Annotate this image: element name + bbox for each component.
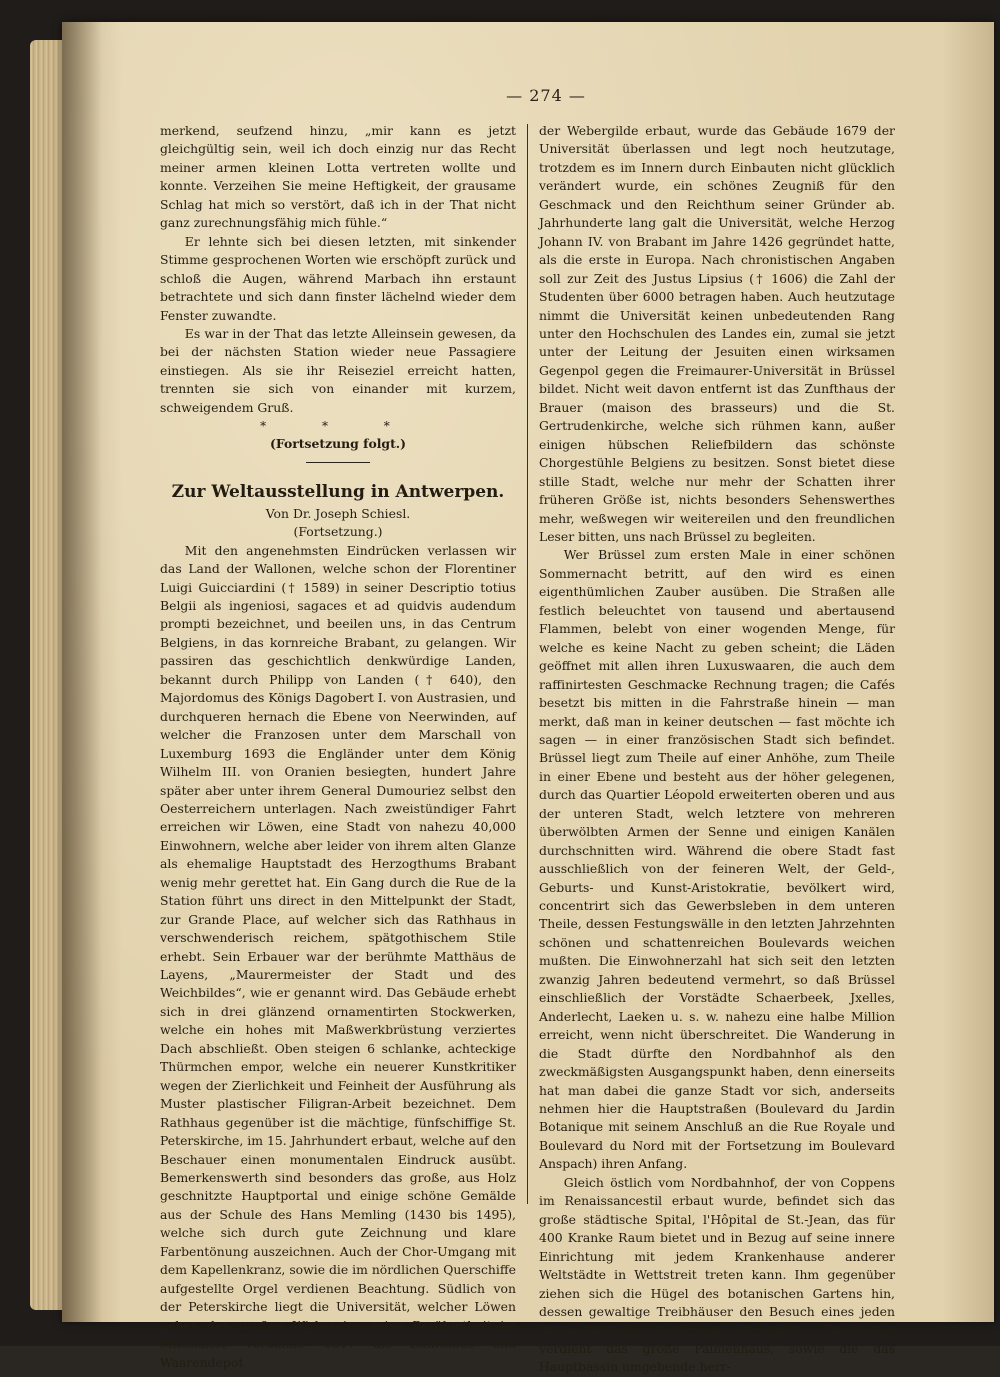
page-number: — 274 — bbox=[506, 86, 586, 105]
column-rule bbox=[527, 124, 528, 1204]
paragraph: Mit den angenehmsten Eindrücken verlassen wir das Land der Wallonen, welche schon der Florentiner Luigi Guicciardini († 1589) in seiner Descriptio totius Belgii als ingeniosi, sagaces et ad quidvis audendum prompti bezeichnet, und beeilen uns, in das Centrum Belgiens, in das kornreiche Brabant, zu gelangen. Wir passiren das geschichtlich denkwürdige Landen, bekannt durch Philipp von Landen († 640), den Majordomus des Königs Dagobert I. von Austrasien, und durchqueren hernach die Ebene von Neerwinden, auf welcher die Franzosen unter dem Marschall von Luxemburg 1693 die Engländer unter dem König Wilhelm III. von Oranien besiegten, hundert Jahre später aber unter ihrem General Dumouriez selbst den Oesterreichern unterlagen. Nach zweistündiger Fahrt erreichen wir Löwen, eine Stadt von nahezu 40,000 Einwohnern, welche aber leider von ihrem alten Glanze als ehemalige Hauptstadt des Herzogthums Brabant wenig mehr gerettet hat. Ein Gang durch die Rue de la Station führt uns direct in den Mittelpunkt der Stadt, zur Grande Place, auf welcher sich das Rathhaus in verschwenderisch reichem, spätgothischem Stile erhebt. Sein Erbauer war der berühmte Matthäus de Layens, „Maurermeister der Stadt und des Weichbildes“, wie er genannt wird. Das Gebäude erhebt sich in drei glänzend ornamentirten Stockwerken, welche ein hohes mit Maßwerkbrüstung verziertes Dach abschließt. Oben steigen 6 schlanke, achteckige Thürmchen empor, welche ein neuerer Kunstkritiker wegen der Zierlichkeit und Feinheit der Ausführung als Muster plastischer Filigran-Arbeit bezeichnet. Dem Rathhaus gegenüber ist die mächtige, fünfschiffige St. Peterskirche, im 15. Jahrhundert erbaut, welche auf den Beschauer einen monumentalen Eindruck ausübt. Bemerkenswerth sind besonders das große, aus Holz geschnitzte Hauptportal und einige schöne Gemälde aus der Schule des Hans Memling (1430 bis 1495), welche sich durch gute Zeichnung und klare Farbentönung auszeichnen. Auch der Chor-Umgang mit dem Kapellenkranz, sowie die im nördlichen Querschiffe aufgestellte Orgel verdienen Beachtung. Südlich von der Peterskirche liegt die Universität, welcher Löwen neben den großen Wirkereien seine Berühmtheit im Mittelalter verdankt. 1317 als Zunfthaus und Waarendepot bbox=[160, 542, 516, 1370]
paragraph: Es war in der That das letzte Alleinsein gewesen, da bei der nächsten Station wieder neue Passagiere einstiegen. Als sie ihr Reiseziel erreicht hatten, trennten sie sich von einander mit kurzem, schweigendem Gruß. bbox=[160, 325, 516, 415]
article-author: Von Dr. Joseph Schiesl. bbox=[265, 505, 411, 521]
article-title: Zur Weltausstellung in Antwerpen. bbox=[171, 481, 505, 502]
right-column bbox=[539, 122, 895, 1377]
section-stars: * * * bbox=[260, 419, 416, 434]
paragraph: Er lehnte sich bei diesen letzten, mit sinkender Stimme gesprochenen Worten wie erschöpft zurück und schloß die Augen, während Marbach ihn erstaunt betrachtete und sich dann finster lächelnd wieder dem Fenster zuwandte. bbox=[160, 233, 516, 323]
paragraph: merkend, seufzend hinzu, „mir kann es jetzt gleichgültig sein, weil ich doch einzig nur das Recht meiner armen kleinen Lotta vertreten wollte und konnte. Verzeihen Sie meine Heftigkeit, der grausame Schlag hat mich so verstört, daß ich in der That nicht ganz zurechnungsfähig mich fühle.“ bbox=[160, 123, 516, 231]
paragraph: der Webergilde erbaut, wurde das Gebäude 1679 der Universität überlassen und legt noch heutzutage, trotzdem es im Innern durch Einbauten nicht glücklich verändert wurde, ein schönes Zeugniß für den Geschmack und den Reichthum seiner Gründer ab. Jahrhunderte lang galt die Universität, welche Herzog Johann IV. von Brabant im Jahre 1426 gegründet hatte, als die erste in Europa. Nach chronistischen Angaben soll zur Zeit des Justus Lipsius († 1606) die Zahl der Studenten über 6000 betragen haben. Auch heutzutage nimmt die Universität keinen unbedeutenden Rang unter den Hochschulen des Landes ein, zumal sie jetzt unter der Leitung der Jesuiten einen wirksamen Gegenpol gegen die Freimaurer-Universität in Brüssel bildet. Nicht weit davon entfernt ist das Zunfthaus der Brauer (maison des brasseurs) und die St. Gertrudenkirche, welche sich rühmen kann, außer einigen hübschen Reliefbildern das schönste Chorgestühle Belgiens zu besitzen. Sonst bietet diese stille Stadt, welche nur mehr der Schatten ihrer früheren Größe ist, nichts besonders Sehenswerthes mehr, weßwegen wir weitereilen und den freundlichen Leser bitten, uns nach Brüssel zu begleiten. bbox=[539, 123, 895, 544]
continuation-note: (Fortsetzung folgt.) bbox=[270, 436, 406, 452]
paragraph: Wer Brüssel zum ersten Male in einer schönen Sommernacht betritt, auf den wird es einen eigenthümlichen Zauber ausüben. Die Straßen alle festlich beleuchtet von tausend und abertausend Flammen, belebt von einer wogenden Menge, für welche es keine Nacht zu geben scheint; die Läden geöffnet mit allen ihren Luxuswaaren, die auch dem raffinirtesten Geschmacke Rechnung tragen; die Cafés besetzt bis mitten in die Fahrstraße hinein — man merkt, daß man in keiner deutschen — fast möchte ich sagen — in einer französischen Stadt sich befindet. Brüssel liegt zum Theile auf einer Anhöhe, zum Theile in einer Ebene und besteht aus der höher gelegenen, durch das Quartier Léopold erweiterten oberen und aus der unteren Stadt, welch letztere von mehreren überwölbten Armen der Senne und einigen Kanälen durchschnitten wird. Während die obere Stadt fast ausschließlich von der feineren Welt, der Geld-, Geburts- und Kunst-Aristokratie, bevölkert wird, concentrirt sich das Gewerbsleben in dem unteren Theile, dessen Festungswälle in den letzten Jahrzehnten schönen und schattenreichen Boulevards weichen mußten. Die Einwohnerzahl hat sich seit den letzten zwanzig Jahren bedeutend vermehrt, so daß Brüssel einschließlich der Vorstädte Schaerbeek, Jxelles, Anderlecht, Laeken u. s. w. nahezu eine halbe Million erreicht, wenn nicht überschreitet. Die Wanderung in die Stadt dürfte den Nordbahnhof als den zweckmäßigsten Ausgangspunkt haben, denn einerseits hat man dabei die ganze Stadt vor sich, anderseits nehmen hier die Hauptstraßen (Boulevard du Jardin Botanique mit seinem Anschluß an die Rue Royale und Boulevard du Nord mit der Fortsetzung im Boulevard Anspach) ihren Anfang. bbox=[539, 547, 895, 1172]
gutter-shadow bbox=[62, 22, 102, 1322]
left-column bbox=[160, 122, 516, 1372]
divider bbox=[306, 462, 370, 463]
paragraph: Gleich östlich vom Nordbahnhof, der von Coppens im Renaissancestil erbaut wurde, befindet sich das große städtische Spital, l'Hôpital de St.-Jean, das für 400 Kranke Raum bietet und in Bezug auf seine innere Einrichtung mit jedem Krankenhause anderer Weltstädte in Wettstreit treten kann. Ihm gegenüber ziehen sich die Hügel des botanischen Gartens hin, dessen gewaltige Treibhäuser den Besuch eines jeden Blumenfreundes verdienen. Besondere Erwähnung verdient das große Palmenhaus, sowie die das Hauptbassin umgebende herr- bbox=[539, 1174, 895, 1375]
article-subtitle: (Fortsetzung.) bbox=[293, 524, 383, 540]
